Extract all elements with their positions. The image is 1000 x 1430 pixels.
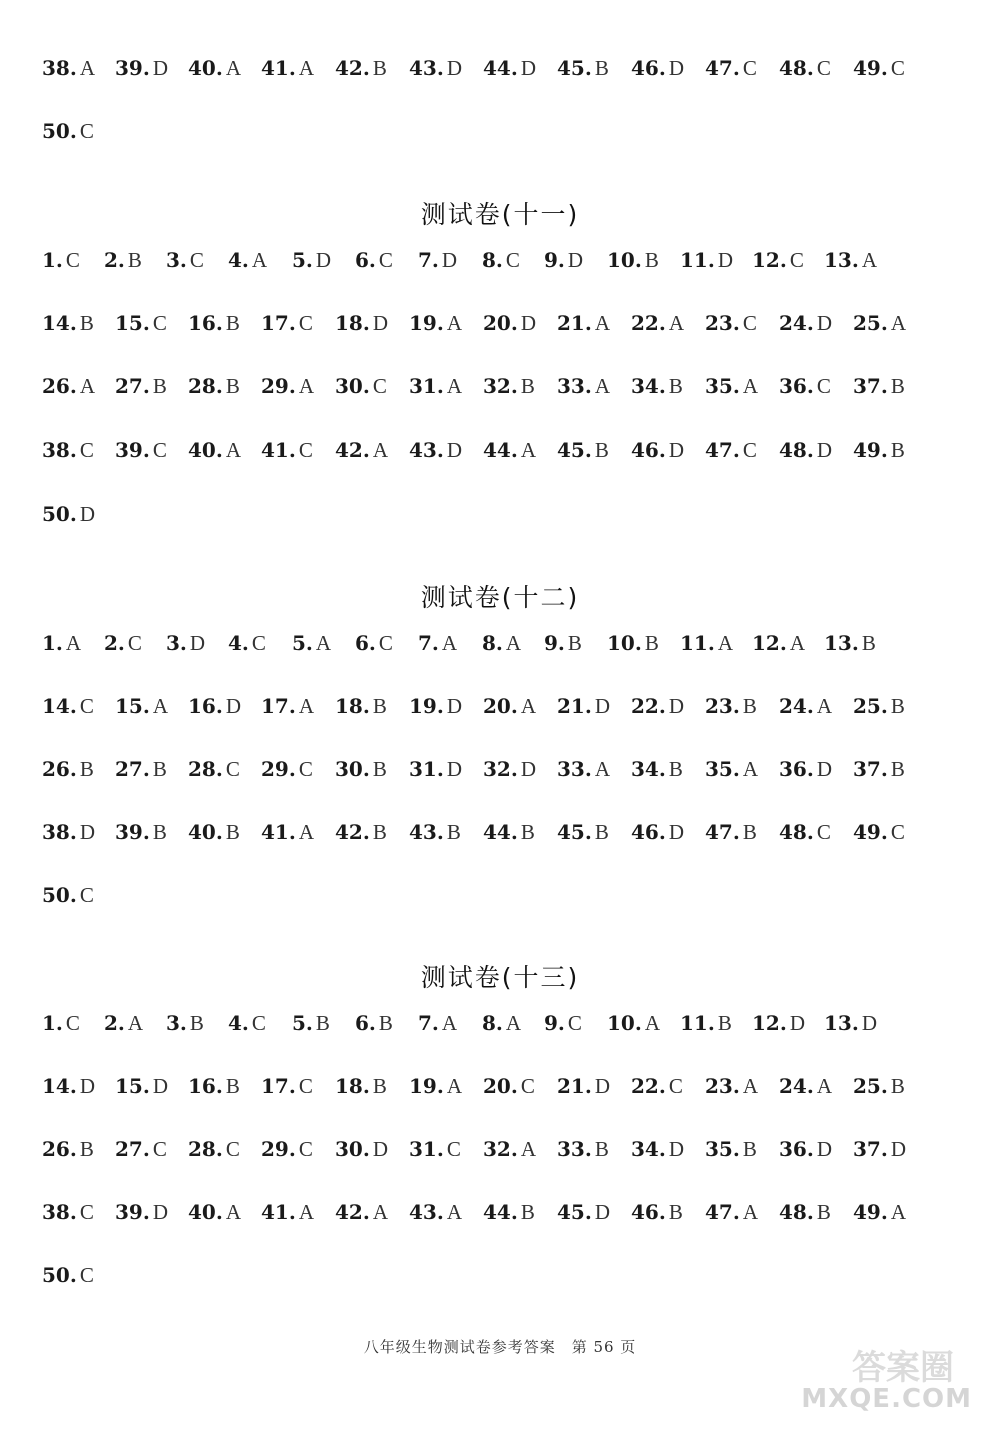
answer-item: 14. B	[42, 311, 94, 335]
site-watermark	[782, 1340, 972, 1420]
answer-row	[42, 875, 940, 915]
answer-item: 40. A	[188, 438, 241, 462]
answer-row	[42, 366, 940, 406]
answer-item: 2. C	[104, 631, 142, 655]
answer-item: 28. C	[188, 757, 240, 781]
answer-item: 47. C	[705, 438, 757, 462]
answer-item: 39. C	[115, 438, 167, 462]
answer-item: 10. A	[607, 1011, 660, 1035]
answer-item: 42. A	[335, 438, 388, 462]
answer-row	[42, 749, 940, 789]
answer-item: 24. A	[779, 694, 832, 718]
answer-item: 39. B	[115, 820, 167, 844]
answer-item: 27. C	[115, 1137, 167, 1161]
answer-item: 6. B	[355, 1011, 393, 1035]
answer-item: 13. D	[824, 1011, 877, 1035]
answer-item: 26. B	[42, 757, 94, 781]
answer-item: 30. B	[335, 757, 387, 781]
answer-item: 44. A	[483, 438, 536, 462]
answer-item: 35. A	[705, 757, 758, 781]
answer-item: 43. A	[409, 1200, 462, 1224]
answer-item: 26. B	[42, 1137, 94, 1161]
answer-row	[42, 1066, 940, 1106]
answer-item: 8. A	[482, 1011, 522, 1035]
answer-row	[42, 111, 940, 151]
answer-item: 37. D	[853, 1137, 906, 1161]
section-title: 测试卷(十一)	[420, 200, 580, 229]
answer-item: 12. D	[752, 1011, 805, 1035]
answer-item: 11. D	[680, 248, 733, 272]
answer-item: 9. D	[544, 248, 584, 272]
answer-item: 12. A	[752, 631, 805, 655]
answer-row	[42, 1003, 940, 1043]
answer-item: 45. B	[557, 438, 609, 462]
answer-item: 42. B	[335, 820, 387, 844]
answer-item: 19. D	[409, 694, 462, 718]
answer-item: 33. A	[557, 374, 610, 398]
answer-item: 41. A	[261, 56, 314, 80]
answer-item: 39. D	[115, 56, 168, 80]
answer-item: 48. C	[779, 56, 831, 80]
answer-item: 27. B	[115, 374, 167, 398]
answer-item: 30. D	[335, 1137, 388, 1161]
answer-item: 49. C	[853, 56, 905, 80]
answer-item: 20. D	[483, 311, 536, 335]
answer-item: 29. C	[261, 757, 313, 781]
answer-item: 46. D	[631, 56, 684, 80]
answer-item: 50. D	[42, 502, 95, 526]
answer-row	[42, 303, 940, 343]
answer-item: 22. D	[631, 694, 684, 718]
answer-item: 36. D	[779, 1137, 832, 1161]
answer-item: 23. C	[705, 311, 757, 335]
answer-item: 43. D	[409, 438, 462, 462]
answer-item: 40. A	[188, 1200, 241, 1224]
answer-item: 11. B	[680, 1011, 732, 1035]
answer-item: 21. D	[557, 1074, 610, 1098]
answer-item: 11. A	[680, 631, 733, 655]
answer-item: 10. B	[607, 248, 659, 272]
answer-item: 24. A	[779, 1074, 832, 1098]
answer-item: 2. A	[104, 1011, 144, 1035]
answer-item: 41. A	[261, 1200, 314, 1224]
answer-item: 44. B	[483, 820, 535, 844]
answer-item: 30. C	[335, 374, 387, 398]
answer-item: 1. C	[42, 248, 80, 272]
answer-item: 41. A	[261, 820, 314, 844]
answer-item: 33. B	[557, 1137, 609, 1161]
answer-item: 20. C	[483, 1074, 535, 1098]
answer-item: 41. C	[261, 438, 313, 462]
answer-item: 15. C	[115, 311, 167, 335]
answer-item: 4. C	[228, 1011, 266, 1035]
answer-item: 3. D	[166, 631, 206, 655]
answer-item: 4. A	[228, 248, 268, 272]
answer-item: 6. C	[355, 631, 393, 655]
answer-item: 5. A	[292, 631, 332, 655]
answer-item: 36. D	[779, 757, 832, 781]
answer-item: 37. B	[853, 757, 905, 781]
answer-row	[42, 1255, 940, 1295]
answer-item: 8. A	[482, 631, 522, 655]
answer-item: 28. C	[188, 1137, 240, 1161]
answer-row	[42, 1192, 940, 1232]
answer-row	[42, 240, 940, 280]
answer-item: 19. A	[409, 311, 462, 335]
answer-item: 48. D	[779, 438, 832, 462]
section-title: 测试卷(十三)	[420, 963, 580, 992]
answer-item: 17. A	[261, 694, 314, 718]
answer-item: 22. C	[631, 1074, 683, 1098]
answer-item: 36. C	[779, 374, 831, 398]
answer-item: 23. B	[705, 694, 757, 718]
answer-item: 45. D	[557, 1200, 610, 1224]
answer-item: 34. B	[631, 757, 683, 781]
answer-item: 20. A	[483, 694, 536, 718]
answer-item: 18. B	[335, 1074, 387, 1098]
answer-item: 12. C	[752, 248, 804, 272]
answer-row	[42, 48, 940, 88]
answer-item: 47. C	[705, 56, 757, 80]
answer-item: 44. D	[483, 56, 536, 80]
answer-item: 15. D	[115, 1074, 168, 1098]
answer-item: 13. A	[824, 248, 877, 272]
answer-item: 38. C	[42, 1200, 94, 1224]
answer-item: 32. D	[483, 757, 536, 781]
answer-item: 24. D	[779, 311, 832, 335]
answer-item: 47. A	[705, 1200, 758, 1224]
answer-item: 43. B	[409, 820, 461, 844]
answer-item: 14. D	[42, 1074, 95, 1098]
answer-item: 42. A	[335, 1200, 388, 1224]
answer-item: 50. C	[42, 883, 94, 907]
answer-item: 21. A	[557, 311, 610, 335]
answer-item: 45. B	[557, 820, 609, 844]
answer-item: 3. C	[166, 248, 204, 272]
answer-item: 46. D	[631, 438, 684, 462]
answer-item: 38. C	[42, 438, 94, 462]
answer-row	[42, 1129, 940, 1169]
answer-item: 15. A	[115, 694, 168, 718]
answer-row	[42, 686, 940, 726]
answer-item: 26. A	[42, 374, 95, 398]
answer-item: 23. A	[705, 1074, 758, 1098]
page-footer: 八年级生物测试卷参考答案 第 56 页	[363, 1338, 637, 1356]
answer-item: 22. A	[631, 311, 684, 335]
answer-row	[42, 812, 940, 852]
answer-item: 16. B	[188, 1074, 240, 1098]
answer-item: 14. C	[42, 694, 94, 718]
answer-item: 44. B	[483, 1200, 535, 1224]
answer-item: 13. B	[824, 631, 876, 655]
section-title: 测试卷(十二)	[420, 583, 580, 612]
answer-item: 49. B	[853, 438, 905, 462]
answer-item: 48. B	[779, 1200, 831, 1224]
answer-row	[42, 430, 940, 470]
answer-item: 34. B	[631, 374, 683, 398]
answer-item: 21. D	[557, 694, 610, 718]
answer-item: 50. C	[42, 1263, 94, 1287]
answer-item: 31. A	[409, 374, 462, 398]
answer-item: 46. B	[631, 1200, 683, 1224]
answer-item: 1. A	[42, 631, 82, 655]
answer-item: 38. D	[42, 820, 95, 844]
answer-item: 40. B	[188, 820, 240, 844]
answer-item: 19. A	[409, 1074, 462, 1098]
answer-item: 31. D	[409, 757, 462, 781]
answer-item: 48. C	[779, 820, 831, 844]
answer-item: 35. A	[705, 374, 758, 398]
answer-item: 2. B	[104, 248, 142, 272]
answer-item: 3. B	[166, 1011, 204, 1035]
answer-item: 16. B	[188, 311, 240, 335]
answer-item: 4. C	[228, 631, 266, 655]
answer-item: 5. B	[292, 1011, 330, 1035]
answer-item: 43. D	[409, 56, 462, 80]
answer-item: 25. B	[853, 694, 905, 718]
answer-item: 35. B	[705, 1137, 757, 1161]
answer-item: 29. C	[261, 1137, 313, 1161]
answer-item: 31. C	[409, 1137, 461, 1161]
answer-item: 6. C	[355, 248, 393, 272]
answer-item: 25. A	[853, 311, 906, 335]
watermark-url: MXQE.COM	[801, 1384, 972, 1414]
answer-item: 46. D	[631, 820, 684, 844]
answer-item: 7. A	[418, 631, 458, 655]
answer-item: 18. B	[335, 694, 387, 718]
answer-item: 10. B	[607, 631, 659, 655]
answer-item: 38. A	[42, 56, 95, 80]
answer-item: 47. B	[705, 820, 757, 844]
answer-item: 8. C	[482, 248, 520, 272]
answer-item: 42. B	[335, 56, 387, 80]
answer-item: 17. C	[261, 1074, 313, 1098]
answer-item: 7. A	[418, 1011, 458, 1035]
answer-item: 5. D	[292, 248, 332, 272]
answer-item: 45. B	[557, 56, 609, 80]
answer-item: 28. B	[188, 374, 240, 398]
answer-item: 9. C	[544, 1011, 582, 1035]
answer-item: 39. D	[115, 1200, 168, 1224]
answer-item: 49. C	[853, 820, 905, 844]
answer-row	[42, 623, 940, 663]
answer-item: 34. D	[631, 1137, 684, 1161]
answer-item: 9. B	[544, 631, 582, 655]
answer-item: 7. D	[418, 248, 458, 272]
answer-item: 16. D	[188, 694, 241, 718]
answer-item: 32. B	[483, 374, 535, 398]
answer-item: 18. D	[335, 311, 388, 335]
answer-item: 37. B	[853, 374, 905, 398]
answer-item: 50. C	[42, 119, 94, 143]
answer-item: 17. C	[261, 311, 313, 335]
answer-item: 1. C	[42, 1011, 80, 1035]
answer-item: 25. B	[853, 1074, 905, 1098]
watermark-logo-text: 答案圈	[852, 1348, 954, 1388]
answer-row	[42, 494, 940, 534]
answer-item: 33. A	[557, 757, 610, 781]
answer-item: 27. B	[115, 757, 167, 781]
answer-item: 32. A	[483, 1137, 536, 1161]
answer-item: 40. A	[188, 56, 241, 80]
answer-item: 29. A	[261, 374, 314, 398]
answer-item: 49. A	[853, 1200, 906, 1224]
